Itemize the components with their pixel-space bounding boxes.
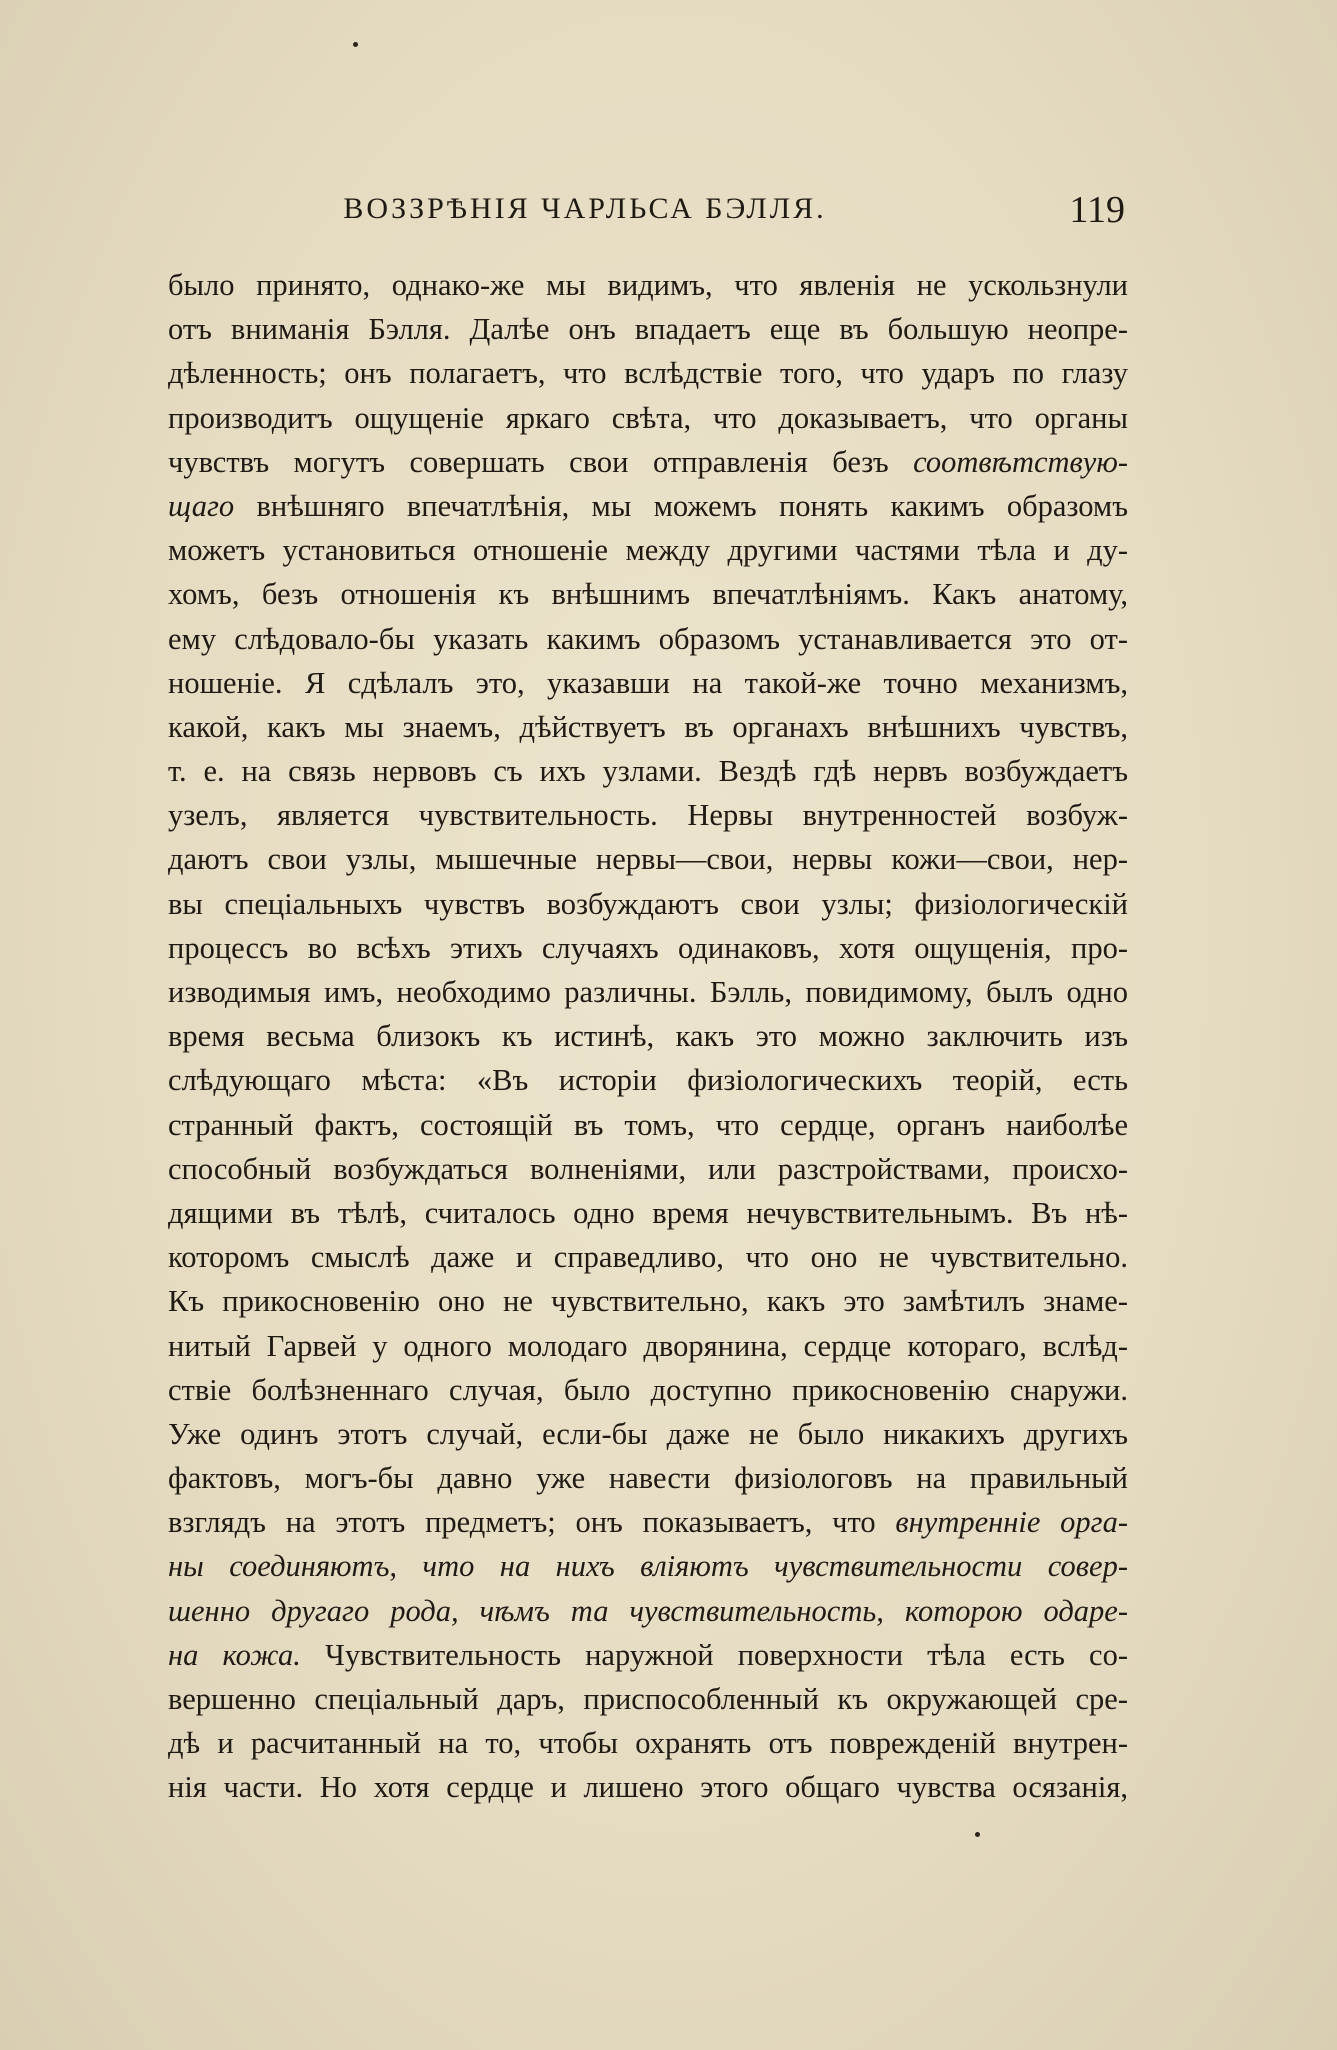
text-line <box>168 1721 1128 1765</box>
text-line <box>168 1279 1128 1323</box>
text-span: нія части. Но хотя сердце и лишено этого общаго чувства осязанія, <box>168 1770 1128 1805</box>
text-line <box>168 1058 1128 1102</box>
text-span: Уже одинъ этотъ случай, если-бы даже не было никакихъ другихъ <box>168 1416 1128 1451</box>
text-span: вы спеціальныхъ чувствъ возбуждаютъ свои узлы; физіологическій <box>168 886 1128 921</box>
text-line <box>168 1103 1128 1147</box>
text-line <box>168 440 1128 484</box>
text-line <box>168 661 1128 705</box>
page-number: 119 <box>1069 189 1125 231</box>
text-span: которомъ смыслѣ даже и справедливо, что оно не чувствительно. <box>168 1240 1128 1275</box>
italic-span: щаго <box>168 488 235 523</box>
text-line <box>168 970 1128 1014</box>
text-line <box>168 1500 1128 1544</box>
italic-span: внутренніе орга- <box>895 1505 1128 1540</box>
italic-span: на кожа. <box>168 1637 301 1672</box>
text-line <box>168 1677 1128 1721</box>
text-span: слѣдующаго мѣста: «Въ исторіи физіологическихъ теорій, есть <box>168 1063 1128 1098</box>
text-span: внѣшняго впечатлѣнія, мы можемъ понять какимъ образомъ <box>234 488 1128 523</box>
text-line <box>168 705 1128 749</box>
text-span: отъ вниманія Бэлля. Далѣе онъ впадаетъ еще въ большую неопре- <box>168 312 1128 347</box>
text-span: чувствъ могутъ совершать свои отправленія безъ <box>168 444 914 479</box>
text-span: производитъ ощущеніе яркаго свѣта, что доказываетъ, что органы <box>168 400 1128 435</box>
text-span: изводимыя имъ, необходимо различны. Бэлль, повидимому, былъ одно <box>168 975 1128 1009</box>
text-span: взглядъ на этотъ предметъ; онъ показываетъ, что <box>168 1505 896 1540</box>
text-span: странный фактъ, состоящій въ томъ, что сердце, органъ наиболѣе <box>168 1107 1128 1142</box>
text-line <box>168 1633 1128 1677</box>
text-line <box>168 351 1128 395</box>
text-span: способный возбуждаться волненіями, или разстройствами, происхо- <box>168 1151 1128 1186</box>
text-span: можетъ установиться отношеніе между другими частями тѣла и ду- <box>168 533 1128 568</box>
text-line <box>168 1324 1128 1368</box>
running-title: ВОЗЗРѢНІЯ ЧАРЛЬСА БЭЛЛЯ. <box>343 192 827 225</box>
text-span: дѣленность; онъ полагаетъ, что вслѣдствіе того, что ударъ по глазу <box>168 356 1128 391</box>
text-line <box>168 396 1128 440</box>
text-span: хомъ, безъ отношенія къ внѣшнимъ впечатлѣніямъ. Какъ анатому, <box>168 577 1128 612</box>
text-span: процессъ во всѣхъ этихъ случаяхъ одинаковъ, хотя ощущенія, про- <box>168 930 1128 965</box>
italic-span: соотвѣтствую- <box>913 444 1128 479</box>
text-span: время весьма близокъ къ истинѣ, какъ это можно заключить изъ <box>168 1019 1128 1054</box>
text-span: Чувствительность наружной поверхности тѣла есть со- <box>300 1637 1128 1672</box>
text-span: какой, какъ мы знаемъ, дѣйствуетъ въ органахъ внѣшнихъ чувствъ, <box>168 709 1128 744</box>
text-line <box>168 528 1128 572</box>
text-line <box>168 882 1128 926</box>
text-span: ему слѣдовало-бы указать какимъ образомъ устанавливается это от- <box>168 621 1128 656</box>
text-line <box>168 926 1128 970</box>
text-line <box>168 1014 1128 1058</box>
text-line <box>168 1147 1128 1191</box>
text-line <box>168 837 1128 881</box>
text-span: Къ прикосновенію оно не чувствительно, какъ это замѣтилъ знаме- <box>168 1284 1128 1319</box>
text-line <box>168 1191 1128 1235</box>
text-line <box>168 1412 1128 1456</box>
text-line <box>168 1368 1128 1412</box>
text-line <box>168 1765 1128 1809</box>
text-line <box>168 793 1128 837</box>
text-line <box>168 263 1128 307</box>
text-span: ствіе болѣзненнаго случая, было доступно прикосновенію снаружи. <box>168 1372 1128 1407</box>
text-span: было принято, однако-же мы видимъ, что явленія не ускользнули <box>168 268 1128 302</box>
italic-span: шенно другаго рода, чѣмъ та чувствительность, которою одаре- <box>168 1593 1128 1628</box>
text-line <box>168 572 1128 616</box>
text-line <box>168 1544 1128 1588</box>
text-span: узелъ, является чувствительность. Нервы внутренностей возбуж- <box>168 798 1128 833</box>
italic-span: ны соединяютъ, что на нихъ вліяютъ чувствительности совер- <box>168 1549 1128 1584</box>
text-line <box>168 484 1128 528</box>
text-span: фактовъ, могъ-бы давно уже навести физіологовъ на правильный <box>168 1461 1128 1496</box>
ink-speck <box>975 1832 980 1837</box>
text-span: ношеніе. Я сдѣлалъ это, указавши на такой-же точно механизмъ, <box>168 665 1128 700</box>
text-line <box>168 1589 1128 1633</box>
body-text <box>168 263 1128 1810</box>
text-span: дѣ и расчитанный на то, чтобы охранять отъ поврежденій внутрен- <box>168 1726 1128 1761</box>
text-line <box>168 1456 1128 1500</box>
text-line <box>168 1235 1128 1279</box>
text-span: вершенно спеціальный даръ, приспособленный къ окружающей сре- <box>168 1682 1128 1716</box>
text-span: т. е. на связь нервовъ съ ихъ узлами. Вездѣ гдѣ нервъ возбуждаетъ <box>168 754 1128 789</box>
text-line <box>168 307 1128 351</box>
text-span: дящими въ тѣлѣ, считалось одно время нечувствительнымъ. Въ нѣ- <box>168 1195 1128 1230</box>
text-span: нитый Гарвей у одного молодаго дворянина, сердце котораго, вслѣд- <box>168 1328 1128 1363</box>
text-line <box>168 749 1128 793</box>
page-header <box>165 188 1125 238</box>
text-span: даютъ свои узлы, мышечные нервы—свои, нервы кожи—свои, нер- <box>168 842 1128 877</box>
text-line <box>168 617 1128 661</box>
ink-speck <box>353 42 358 47</box>
